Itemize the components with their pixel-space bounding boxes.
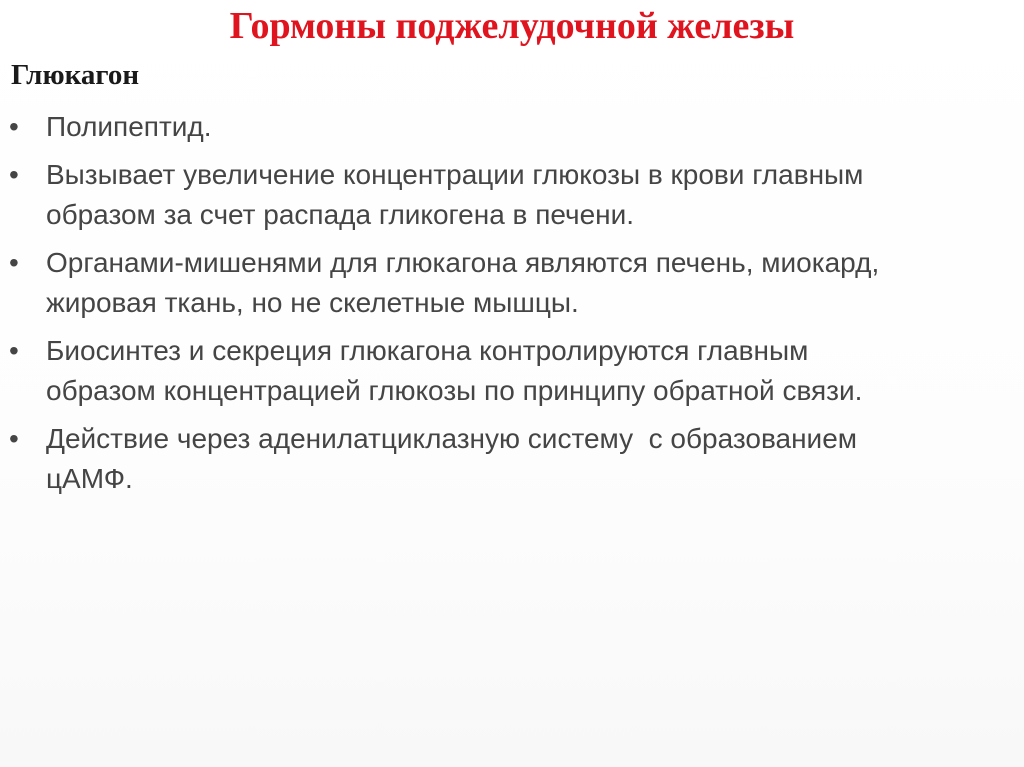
bullet-marker: • <box>9 247 19 278</box>
bullet-marker: • <box>9 159 19 190</box>
bullet-marker: • <box>9 423 19 454</box>
bullet-item <box>0 243 1010 323</box>
bullet-item <box>0 419 1010 499</box>
bullet-text: Биосинтез и секреция глюкагона контролируются главным <box>46 335 809 366</box>
bullet-text: Полипептид. <box>46 111 212 142</box>
slide-title: Гормоны поджелудочной железы <box>229 5 795 47</box>
slide-subtitle: Глюкагон <box>11 59 140 91</box>
bullet-text: образом концентрацией глюкозы по принципу обратной связи. <box>46 375 863 406</box>
bullet-list <box>0 107 1010 507</box>
bullet-text: Органами-мишенями для глюкагона являются печень, миокард, <box>46 247 880 278</box>
bullet-item <box>0 331 1010 411</box>
bullet-marker: • <box>9 335 19 366</box>
bullet-text: Действие через аденилатциклазную систему с образованием <box>46 423 858 454</box>
bullet-text: Вызывает увеличение концентрации глюкозы в крови главным <box>46 159 864 190</box>
bullet-item <box>0 155 1010 235</box>
bullet-text: жировая ткань, но не скелетные мышцы. <box>46 287 579 318</box>
bullet-text: образом за счет распада гликогена в печени. <box>46 199 635 230</box>
bullet-marker: • <box>9 111 19 142</box>
bullet-item <box>0 107 1010 147</box>
bullet-text: цАМФ. <box>46 463 133 494</box>
